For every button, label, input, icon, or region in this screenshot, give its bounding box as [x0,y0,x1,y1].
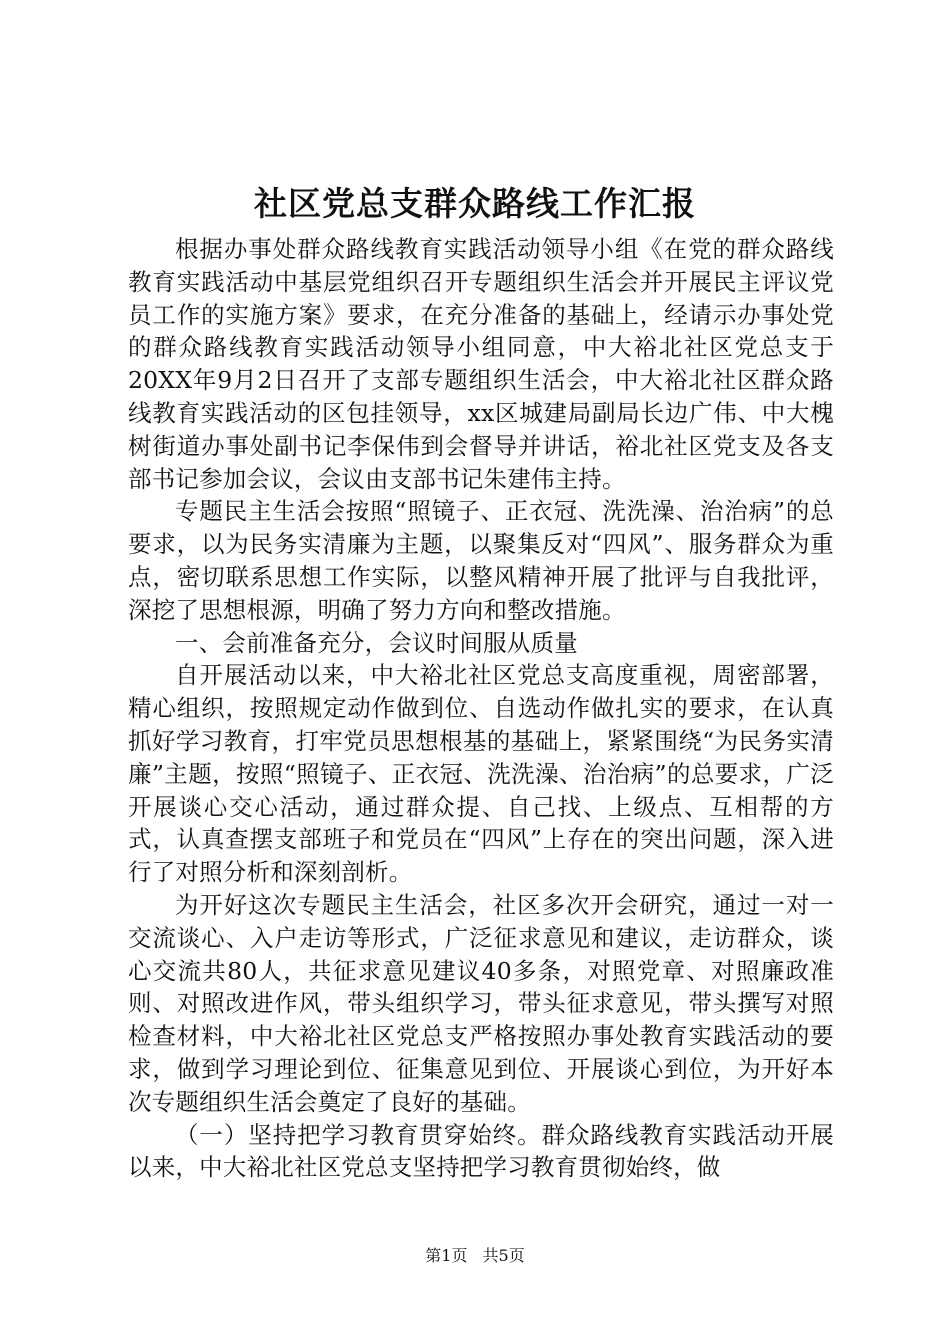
paragraph-research: 为开好这次专题民主生活会，社区多次开会研究，通过一对一交流谈心、入户走访等形式，广泛征求意见和建议，走访群众，谈心交流共80人，共征求意见建议40多条，对照党章、对照廉政准则、对照改进作风，带头组织学习，带头征求意见，带头撰写对照检查材料，中大裕北社区党总支严格按照办事处教育实践活动的要求，做到学习理论到位、征集意见到位、开展谈心到位，为开好本次专题组织生活会奠定了良好的基础。 [128,890,834,1116]
document-body [128,233,834,1184]
page-footer [0,1246,950,1266]
paragraph-intro: 根据办事处群众路线教育实践活动领导小组《在党的群众路线教育实践活动中基层党组织召开专题组织生活会并开展民主评议党员工作的实施方案》要求，在充分准备的基础上，经请示办事处党的群众路线教育实践活动领导小组同意，中大裕北社区党总支于20XX年9月2日召开了支部专题组织生活会，中大裕北社区群众路线教育实践活动的区包挂领导，xx区城建局副局长边广伟、中大槐树街道办事处副书记李保伟到会督导并讲话，裕北社区党支及各支部书记参加会议，会议由支部书记朱建伟主持。 [128,235,834,493]
paragraph-requirements: 专题民主生活会按照“照镜子、正衣冠、洗洗澡、治治病”的总要求，以为民务实清廉为主题，以聚集反对“四风”、服务群众为重点，密切联系思想工作实际，以整风精神开展了批评与自我批评，深挖了思想根源，明确了努力方向和整改措施。 [128,497,834,624]
total-pages: 共5页 [482,1246,525,1265]
page-number: 第1页 [425,1246,468,1265]
section-heading-1: 一、会前准备充分，会议时间服从质量 [175,628,578,657]
document-title: 社区党总支群众路线工作汇报 [254,184,696,223]
paragraph-subsection-1: （一）坚持把学习教育贯穿始终。群众路线教育实践活动开展以来，中大裕北社区党总支坚持把学习教育贯彻始终，做 [128,1120,834,1182]
paragraph-preparation: 自开展活动以来，中大裕北社区党总支高度重视，周密部署，精心组织，按照规定动作做到位、自选动作做扎实的要求，在认真抓好学习教育，打牢党员思想根基的基础上，紧紧围绕“为民务实清廉”主题，按照“照镜子、正衣冠、洗洗澡、治治病”的总要求，广泛开展谈心交心活动，通过群众提、自己找、上级点、互相帮的方式，认真查摆支部班子和党员在“四风”上存在的突出问题，深入进行了对照分析和深刻剖析。 [128,661,834,887]
